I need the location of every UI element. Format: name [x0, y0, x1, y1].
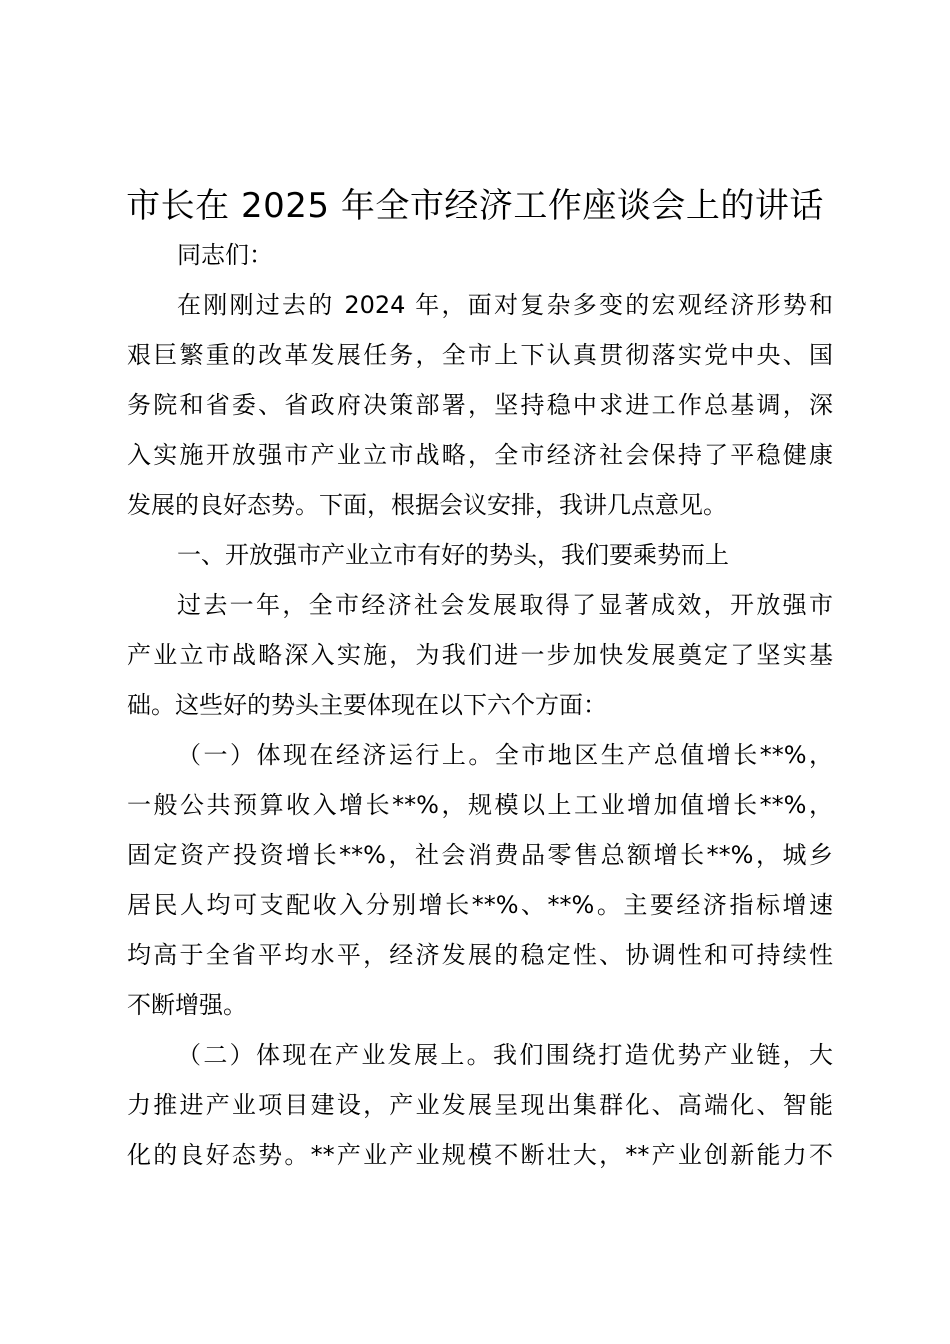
paragraph-line: 不断增强。 — [127, 991, 247, 1019]
paragraph-line: 艰巨繁重的改革发展任务，全市上下认真贯彻落实党中央、国 — [127, 341, 833, 369]
paragraph-line: 发展的良好态势。下面，根据会议安排，我讲几点意见。 — [127, 491, 727, 519]
document-title: 市长在 2025 年全市经济工作座谈会上的讲话 — [126, 186, 824, 226]
paragraph-line: 固定资产投资增长**%，社会消费品零售总额增长**%，城乡 — [127, 841, 833, 869]
paragraph-line: 过去一年，全市经济社会发展取得了显著成效，开放强市 — [177, 591, 833, 619]
paragraph-line: 务院和省委、省政府决策部署，坚持稳中求进工作总基调，深 — [127, 391, 833, 419]
paragraph-line: 入实施开放强市产业立市战略，全市经济社会保持了平稳健康 — [127, 441, 833, 469]
section-heading: 一、开放强市产业立市有好的势头，我们要乘势而上 — [177, 541, 729, 569]
paragraph-line: 化的良好态势。**产业产业规模不断壮大，**产业创新能力不 — [127, 1141, 833, 1169]
document-body — [127, 230, 833, 1180]
paragraph-line: 产业立市战略深入实施，为我们进一步加快发展奠定了坚实基 — [127, 641, 833, 669]
paragraph-line: 一般公共预算收入增长**%，规模以上工业增加值增长**%， — [127, 791, 833, 819]
paragraph-line: 居民人均可支配收入分别增长**%、**%。主要经济指标增速 — [127, 891, 833, 919]
paragraph-line: 力推进产业项目建设，产业发展呈现出集群化、高端化、智能 — [127, 1091, 833, 1119]
salutation-line: 同志们： — [177, 241, 273, 269]
paragraph-line: 础。这些好的势头主要体现在以下六个方面： — [127, 691, 607, 719]
paragraph-line: （二）体现在产业发展上。我们围绕打造优势产业链，大 — [177, 1041, 833, 1069]
paragraph-line: 在刚刚过去的 2024 年，面对复杂多变的宏观经济形势和 — [177, 291, 833, 319]
paragraph-line: 均高于全省平均水平，经济发展的稳定性、协调性和可持续性 — [127, 941, 833, 969]
paragraph-line: （一）体现在经济运行上。全市地区生产总值增长**%， — [177, 741, 833, 769]
